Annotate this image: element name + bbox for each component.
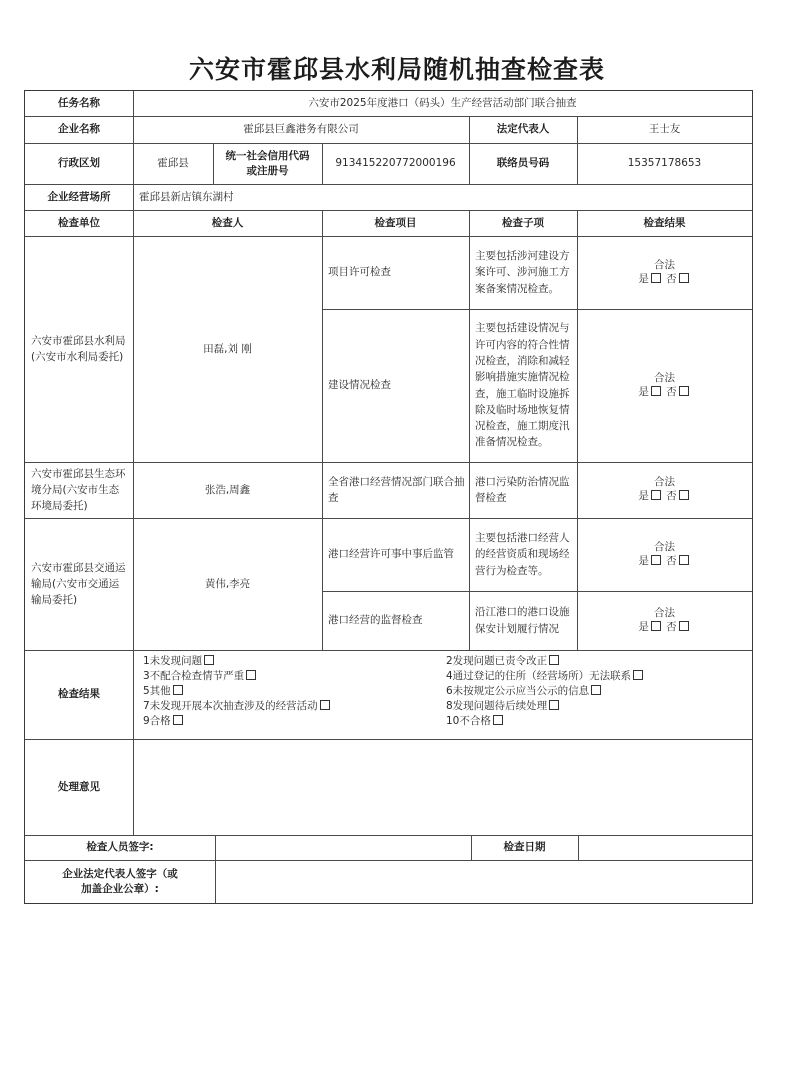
legal-rep-value: 王士友 [648, 123, 681, 136]
result-cell [577, 462, 752, 518]
option-checkbox[interactable] [591, 685, 601, 695]
inspect-date-field[interactable] [578, 835, 752, 860]
rep-sign-field[interactable] [215, 860, 752, 903]
inspector-header: 检查人 [211, 216, 244, 229]
no-checkbox[interactable] [679, 273, 689, 283]
option-checkbox[interactable] [549, 700, 559, 710]
inspector-names: 张浩,周鑫 [204, 483, 251, 496]
inspector-sign-field[interactable] [215, 835, 471, 860]
no-label: 否 [666, 490, 677, 502]
credit-code-value: 913415220772000196 [335, 157, 456, 170]
admin-region-value: 霍邱县 [157, 157, 189, 170]
inspect-item: 项目许可检查 [328, 266, 391, 279]
result-cell [577, 309, 752, 462]
yes-checkbox[interactable] [651, 386, 661, 396]
credit-code-label: 统一社会信用代码或注册号 [225, 150, 310, 177]
option-checkbox[interactable] [493, 715, 503, 725]
legal-label: 合法 [654, 540, 675, 553]
option-label: 9合格 [143, 715, 171, 727]
inspect-unit: 六安市霍邱县生态环境分局(六安市生态环境局委托) [31, 467, 126, 513]
yes-label: 是 [638, 554, 649, 567]
no-checkbox[interactable] [679, 621, 689, 631]
admin-region-label: 行政区划 [58, 157, 100, 170]
option-checkbox[interactable] [320, 700, 330, 710]
no-label: 否 [666, 554, 677, 567]
no-label: 否 [666, 385, 677, 398]
inspect-unit: 六安市霍邱县水利局(六安市水利局委托) [31, 334, 126, 363]
task-name-value: 六安市2025年度港口（码头）生产经营活动部门联合抽查 [308, 97, 577, 110]
inspect-item-header: 检查项目 [374, 216, 417, 229]
business-place-value: 霍邱县新店镇东湖村 [139, 190, 234, 203]
rep-sign-label: 企业法定代表人签字（或加盖企业公章）: [62, 867, 178, 895]
inspect-subitem: 港口污染防治情况监督检查 [475, 475, 570, 504]
yes-label: 是 [638, 272, 649, 285]
liaison-phone-value: 15357178653 [627, 157, 702, 170]
page-title: 六安市霍邱县水利局随机抽查检查表 [188, 55, 605, 84]
inspector-sign-label: 检查人员签字: [86, 841, 154, 854]
company-name-value: 霍邱县巨鑫港务有限公司 [243, 123, 359, 136]
option-label: 7未发现开展本次抽查涉及的经营活动 [143, 700, 318, 712]
result-section-label: 检查结果 [58, 688, 100, 701]
inspect-subitem: 主要包括建设情况与许可内容的符合性情况检查，消除和减轻影响措施实施情况检查，施工临时设施拆除及临时场地恢复情况检查，施工期度汛准备情况检查。 [475, 322, 570, 449]
no-checkbox[interactable] [679, 490, 689, 500]
option-checkbox[interactable] [549, 655, 559, 665]
no-checkbox[interactable] [679, 555, 689, 565]
inspect-subitem-header: 检查子项 [502, 216, 544, 229]
inspector-names: 黄伟,李亮 [204, 577, 251, 590]
no-label: 否 [666, 620, 677, 633]
option-label: 3不配合检查情节严重 [143, 670, 245, 682]
yes-checkbox[interactable] [651, 621, 661, 631]
option-checkbox[interactable] [204, 655, 214, 665]
result-cell [577, 591, 752, 650]
opinion-label: 处理意见 [58, 780, 100, 793]
inspect-unit-header: 检查单位 [58, 216, 100, 229]
option-checkbox[interactable] [173, 685, 183, 695]
option-label: 6未按规定公示应当公示的信息 [446, 685, 590, 697]
legal-label: 合法 [654, 258, 675, 271]
option-label: 4通过登记的住所（经营场所）无法联系 [446, 670, 632, 682]
legal-label: 合法 [654, 371, 675, 384]
yes-label: 是 [638, 385, 649, 398]
option-checkbox[interactable] [633, 670, 643, 680]
yes-label: 是 [638, 490, 649, 502]
option-label: 5其他 [143, 685, 171, 697]
yes-label: 是 [638, 620, 649, 633]
option-label: 10不合格 [446, 715, 491, 727]
option-label: 2发现问题已责令改正 [446, 655, 548, 667]
result-cell [577, 236, 752, 309]
inspect-item: 港口经营许可事中事后监管 [328, 548, 454, 561]
inspect-subitem: 主要包括港口经营人的经营资质和现场经营行为检查等。 [475, 532, 570, 577]
company-name-label: 企业名称 [58, 123, 100, 136]
task-name-label: 任务名称 [58, 97, 100, 110]
inspect-result-header: 检查结果 [643, 216, 686, 229]
inspect-item: 建设情况检查 [328, 379, 391, 392]
result-cell [577, 518, 752, 591]
option-label: 8发现问题待后续处理 [446, 700, 548, 712]
legal-rep-label: 法定代表人 [496, 123, 550, 136]
yes-checkbox[interactable] [651, 490, 661, 500]
no-checkbox[interactable] [679, 386, 689, 396]
inspector-names: 田磊,刘 刚 [203, 342, 252, 355]
option-checkbox[interactable] [246, 670, 256, 680]
opinion-field[interactable] [133, 739, 752, 835]
yes-checkbox[interactable] [651, 273, 661, 283]
inspect-unit: 六安市霍邱县交通运输局(六安市交通运输局委托) [31, 561, 126, 607]
option-label: 1未发现问题 [143, 655, 203, 667]
option-checkbox[interactable] [173, 715, 183, 725]
result-options [143, 654, 751, 738]
no-label: 否 [666, 272, 677, 285]
yes-checkbox[interactable] [651, 555, 661, 565]
inspection-form-table [24, 90, 753, 904]
inspect-subitem: 主要包括涉河建设方案许可、涉河施工方案备案情况检查。 [475, 250, 570, 295]
legal-label: 合法 [654, 606, 675, 619]
inspect-item: 全省港口经营情况部门联合抽查 [328, 475, 465, 504]
business-place-label: 企业经营场所 [47, 190, 111, 203]
liaison-phone-label: 联络员号码 [496, 157, 550, 170]
inspect-item: 港口经营的监督检查 [328, 614, 423, 627]
inspect-subitem: 沿江港口的港口设施保安计划履行情况 [475, 606, 570, 635]
inspect-date-label: 检查日期 [503, 841, 546, 854]
legal-label: 合法 [654, 476, 675, 489]
